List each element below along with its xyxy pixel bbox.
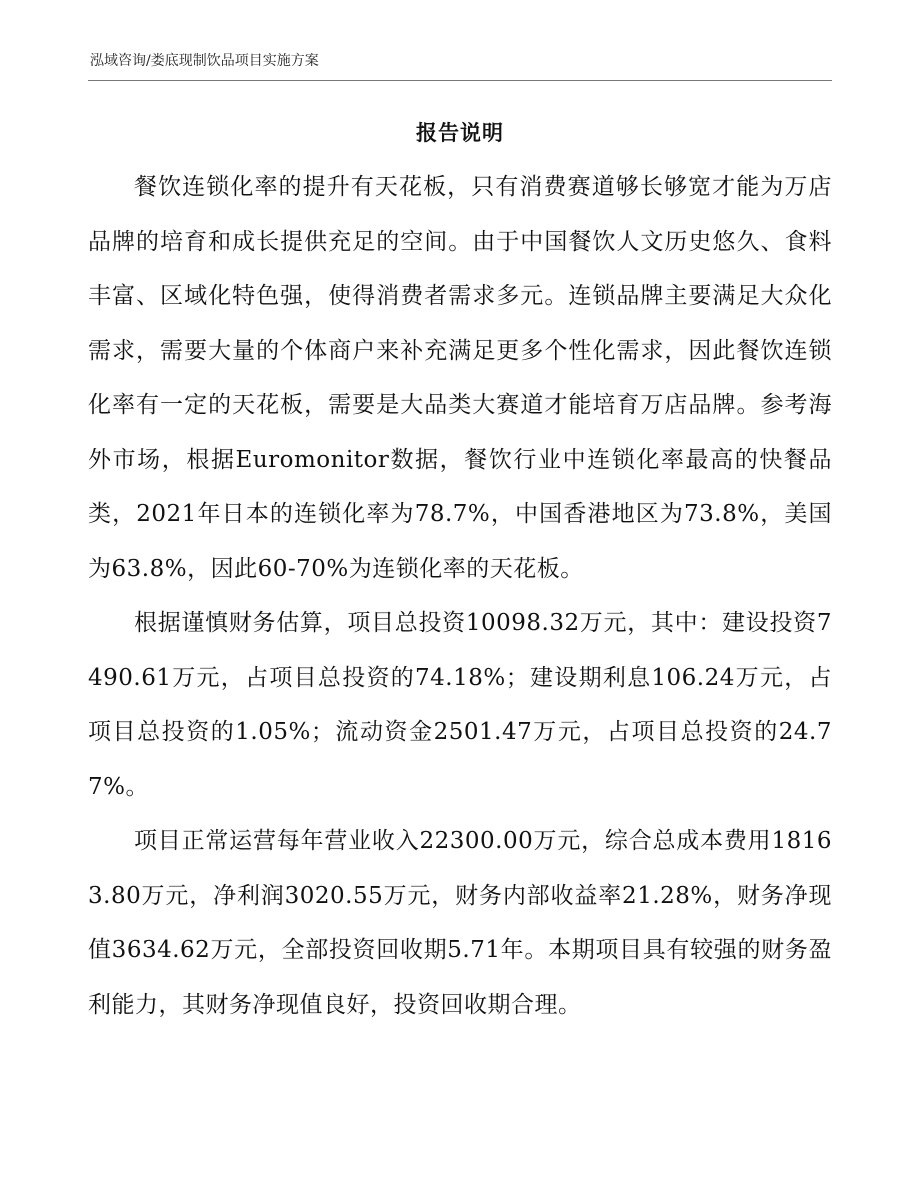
body-paragraph-2: 根据谨慎财务估算，项目总投资10098.32万元，其中：建设投资7490.61万元，占项目总投资的74.18%；建设期利息106.24万元，占项目总投资的1.05%；流动资金2501.47万元，占项目总投资的24.77%。 <box>88 610 832 800</box>
page-title: 报告说明 <box>416 120 504 145</box>
body-paragraph-3: 项目正常运营每年营业收入22300.00万元，综合总成本费用18163.80万元，净利润3020.55万元，财务内部收益率21.28%，财务净现值3634.62万元，全部投资回收期5.71年。本期项目具有较强的财务盈利能力，其财务净现值良好，投资回收期合理。 <box>88 828 832 1018</box>
document-body <box>88 160 832 1032</box>
header-divider <box>88 80 832 81</box>
body-paragraph-1: 餐饮连锁化率的提升有天花板，只有消费赛道够长够宽才能为万店品牌的培育和成长提供充足的空间。由于中国餐饮人文历史悠久、食料丰富、区域化特色强，使得消费者需求多元。连锁品牌主要满足大众化需求，需要大量的个体商户来补充满足更多个性化需求，因此餐饮连锁化率有一定的天花板，需要是大品类大赛道才能培育万店品牌。参考海外市场，根据Euromonitor数据，餐饮行业中连锁化率最高的快餐品类，2021年日本的连锁化率为78.7%，中国香港地区为73.8%，美国为63.8%，因此60-70%为连锁化率的天花板。 <box>88 174 832 582</box>
running-header: 泓域咨询/娄底现制饮品项目实施方案 <box>90 53 319 69</box>
